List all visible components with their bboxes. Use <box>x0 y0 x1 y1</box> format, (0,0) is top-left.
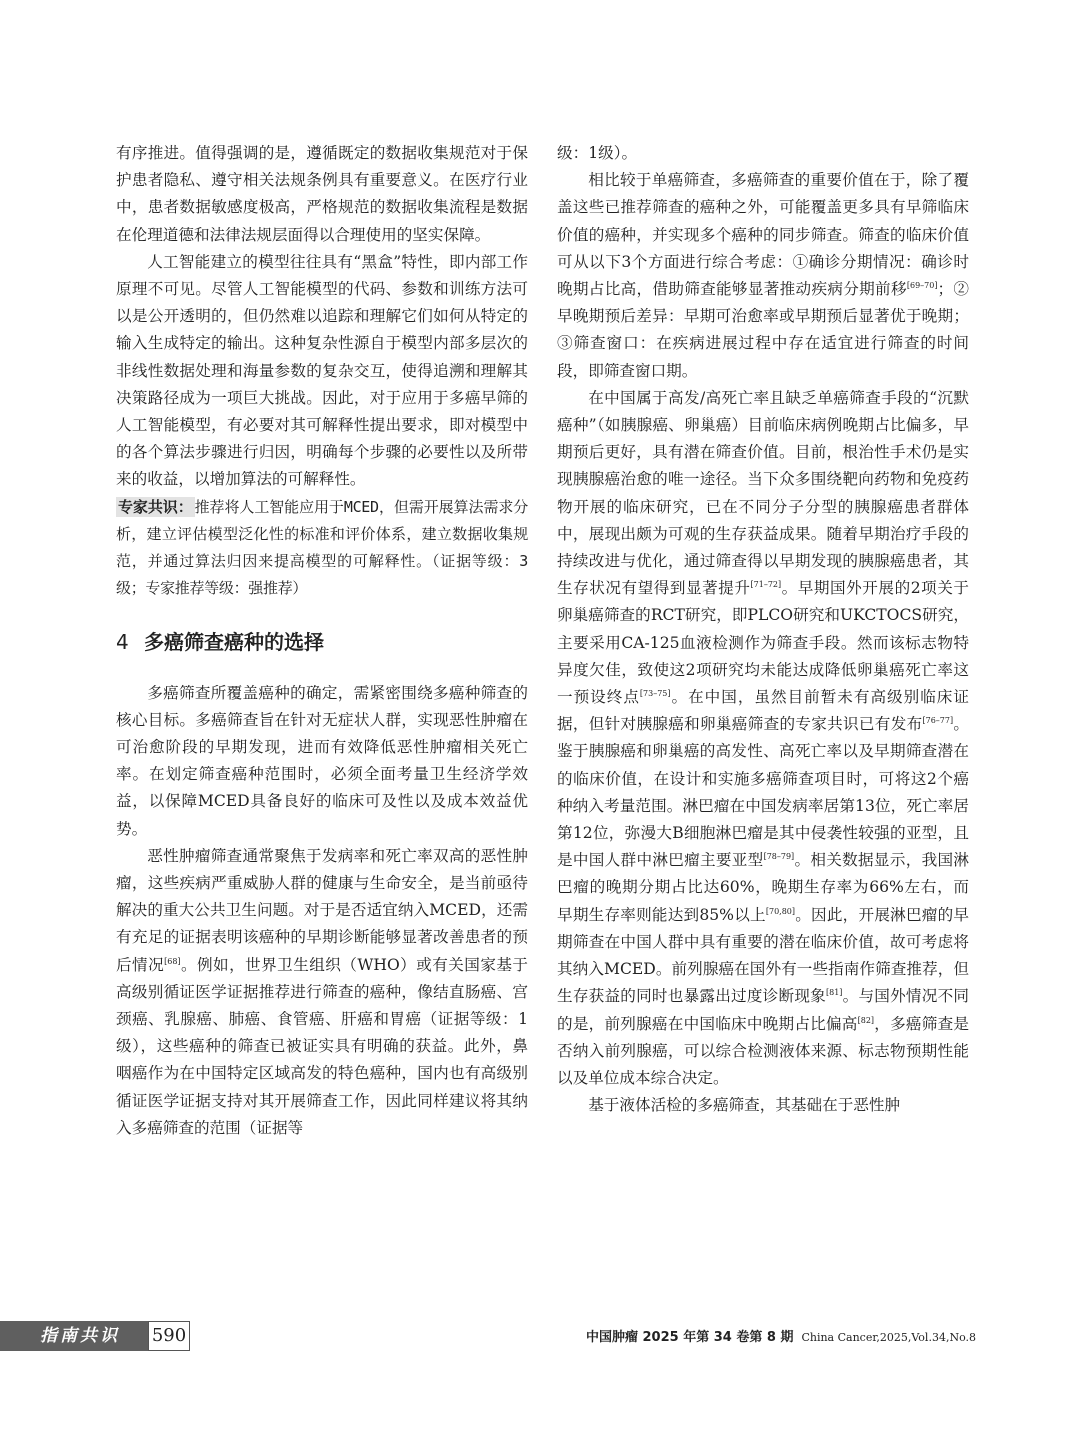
paragraph: 有序推进。值得强调的是，遵循既定的数据收集规范对于保护患者隐私、遵守相关法规条例具有重要意义。在医疗行业中，患者数据敏感度极高，严格规范的数据收集流程是数据在伦理道德和法律法规层面得以合理使用的坚实保障。 <box>116 144 528 244</box>
section-number: 4 <box>116 629 129 654</box>
consensus-label: 专家共识： <box>118 497 193 516</box>
citation: [76–77] <box>922 716 954 726</box>
paragraph: 在中国属于高发/高死亡率且缺乏单癌筛查手段的“沉默癌种”（如胰腺癌、卵巢癌）目前临床病例晚期占比偏多，早期预后更好，具有潜在筛查价值。目前，根治性手术仍是实现胰腺癌治愈的唯一途径。当下众多围绕靶向药物和免疫药物开展的临床研究，已在不同分子分型的胰腺癌患者群体中，展现出颇为可观的生存获益成果。随着早期治疗手段的持续改进与优化，通过筛查得以早期发现的胰腺癌患者，其生存状况有望得到显著提升[71–72]。早期国外开展的2项关于卵巢癌筛查的RCT研究，即PLCO研究和UKCTOCS研究，主要采用CA-125血液检测作为筛查手段。然而该标志物特异度欠佳，致使这2项研究均未能达成降低卵巢癌死亡率这一预设终点[73–75]。在中国，虽然目前暂未有高级别临床证据，但针对胰腺癌和卵巢癌筛查的专家共识已有发布[76–77]。鉴于胰腺癌和卵巢癌的高发性、高死亡率以及早期筛查潜在的临床价值，在设计和实施多癌筛查项目时，可将这2个癌种纳入考量范围。淋巴瘤在中国发病率居第13位，死亡率居第12位，弥漫大B细胞淋巴瘤是其中侵袭性较强的亚型，且是中国人群中淋巴瘤主要亚型[78–79]。相关数据显示，我国淋巴瘤的晚期分期占比达60%，晚期生存率为66%左右，而早期生存率则能达到85%以上[70,80]。因此，开展淋巴瘤的早期筛查在中国人群中具有重要的潜在临床价值，故可考虑将其纳入MCED。前列腺癌在国外有一些指南作筛查推荐，但生存获益的同时也暴露出过度诊断现象[81]。与国外情况不同的是，前列腺癌在中国临床中晚期占比偏高[82]，多癌筛查是否纳入前列腺癌，可以综合检测液体来源、标志物预期性能以及单位成本综合决定。 <box>557 388 969 1087</box>
citation: [68] <box>164 956 181 966</box>
footer-section-label: 指南共识 <box>0 1321 148 1351</box>
left-column <box>116 140 528 1142</box>
paragraph: 相比较于单癌筛查，多癌筛查的重要价值在于，除了覆盖这些已推荐筛查的癌种之外，可能覆盖更多具有早筛临床价值的癌种，并实现多个癌种的同步筛查。筛查的临床价值可从以下3个方面进行综合考虑：①确诊分期情况：确诊时晚期占比高，借助筛查能够显著推动疾病分期前移[69–70]；②早晚期预后差异：早期可治愈率或早期预后显著优于晚期；③筛查窗口：在疾病进展过程中存在适宜进行筛查的时间段，即筛查窗口期。 <box>557 171 969 380</box>
citation: [82] <box>857 1015 875 1025</box>
expert-consensus <box>116 494 528 602</box>
paragraph: 恶性肿瘤筛查通常聚焦于发病率和死亡率双高的恶性肿瘤，这些疾病严重威胁人群的健康与生命安全，是当前亟待解决的重大公共卫生问题。对于是否适宜纳入MCED，还需有充足的证据表明该癌种的早期诊断能够显著改善患者的预后情况[68]。例如，世界卫生组织（WHO）或有关国家基于高级别循证医学证据推荐进行筛查的癌种，像结直肠癌、宫颈癌、乳腺癌、肺癌、食管癌、肝癌和胃癌（证据等级：1级），这些癌种的筛查已被证实具有明确的获益。此外，鼻咽癌作为在中国特定区域高发的特色癌种，国内也有高级别循证医学证据支持对其开展筛查工作，因此同样建议将其纳入多癌筛查的范围（证据等 <box>116 846 528 1137</box>
journal-title-cn: 中国肿瘤 2025 年第 34 卷第 8 期 <box>585 1330 794 1345</box>
citation: [78–79] <box>763 852 795 862</box>
section-heading <box>116 628 528 656</box>
journal-info <box>586 1326 976 1345</box>
citation: [69–70] <box>906 281 938 291</box>
journal-title-en: China Cancer,2025,Vol.34,No.8 <box>801 1331 976 1344</box>
paragraph: 级：1级）。 <box>557 144 638 162</box>
paragraph: 多癌筛查所覆盖癌种的确定，需紧密围绕多癌种筛查的核心目标。多癌筛查旨在针对无症状人群，实现恶性肿瘤在可治愈阶段的早期发现，进而有效降低恶性肿瘤相关死亡率。在划定筛查癌种范围时，必须全面考量卫生经济学效益，以保障MCED具备良好的临床可及性以及成本效益优势。 <box>116 683 528 838</box>
citation: [73–75] <box>639 689 671 699</box>
paragraph: 人工智能建立的模型往往具有“黑盒”特性，即内部工作原理不可见。尽管人工智能模型的代码、参数和训练方法可以是公开透明的，但仍然难以追踪和理解它们如何从特定的输入生成特定的输出。这种复杂性源自于模型内部多层次的非线性数据处理和海量参数的复杂交互，使得追溯和理解其决策路径成为一项巨大挑战。因此，对于应用于多癌早筛的人工智能模型，有必要对其可解释性提出要求，即对模型中的各个算法步骤进行归因，明确每个步骤的必要性以及所带来的收益，以增加算法的可解释性。 <box>116 252 528 489</box>
paragraph: 基于液体活检的多癌筛查，其基础在于恶性肿 <box>588 1096 901 1115</box>
consensus-text: 推荐将人工智能应用于MCED，但需开展算法需求分析，建立评估模型泛化性的标准和评价体系，建立数据收集规范，并通过算法归因来提高模型的可解释性。（证据等级：3级；专家推荐等级：强推荐） <box>116 497 528 597</box>
citation: [70,80] <box>765 906 796 916</box>
citation: [71–72] <box>750 580 782 590</box>
right-column <box>557 140 969 1119</box>
citation: [81] <box>825 988 843 998</box>
page-number: 590 <box>148 1321 190 1351</box>
section-title: 多癌筛查癌种的选择 <box>144 629 324 654</box>
